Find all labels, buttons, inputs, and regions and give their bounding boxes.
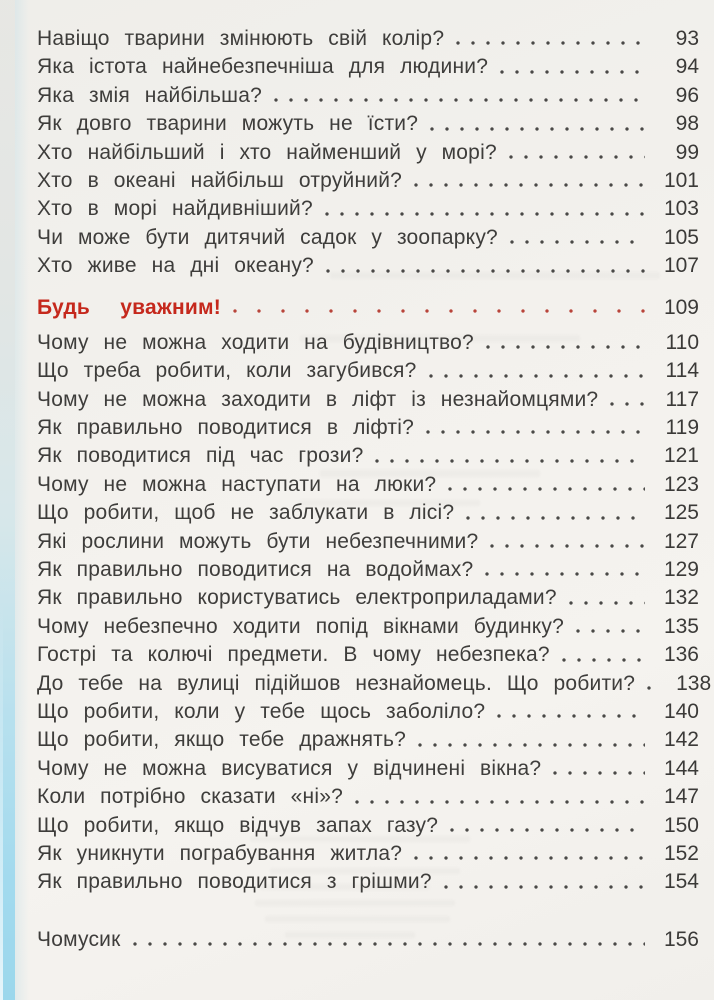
toc-entry-page-number: 135 xyxy=(663,614,699,638)
dot-leader xyxy=(576,629,645,633)
toc-entry-page-number: 156 xyxy=(663,927,699,951)
toc-entry-title: Як правильно поводитися в ліфті? xyxy=(37,416,415,440)
dot-leader xyxy=(562,658,645,662)
dot-leader xyxy=(647,686,657,690)
dot-leader xyxy=(569,601,645,605)
dot-leader xyxy=(429,374,645,378)
dot-leader xyxy=(375,459,645,463)
toc-entry xyxy=(37,840,699,868)
dot-leader xyxy=(510,240,645,244)
toc-entry-page-number: 117 xyxy=(665,387,699,411)
dot-leader xyxy=(553,771,645,775)
toc-entry-title: Як правильно користуватись електроприладами? xyxy=(37,586,557,610)
toc-entry xyxy=(37,139,699,167)
toc-entry-title: Що треба робити, коли загубився? xyxy=(37,359,417,383)
toc-entry-title: Хто найбільший і хто найменший у морі? xyxy=(37,140,497,164)
toc-entry xyxy=(37,110,699,138)
toc-entry-title: До тебе на вулиці підійшов незнайомець. Що робити? xyxy=(37,671,636,695)
toc-entry-title: Чи може бути дитячий садок у зоопарку? xyxy=(37,225,498,249)
dot-leader xyxy=(426,430,645,434)
toc-entry-page-number: 147 xyxy=(663,785,699,809)
toc-entry xyxy=(37,224,699,252)
toc-entry xyxy=(37,755,699,783)
dot-leader xyxy=(448,487,645,491)
toc-entry-title: Чому не можна висуватися у відчинені вікна? xyxy=(37,756,542,780)
toc-entry xyxy=(37,812,699,840)
toc-entry-page-number: 136 xyxy=(663,643,699,667)
toc-entry-page-number: 121 xyxy=(663,444,699,468)
dot-leader xyxy=(274,98,645,102)
toc-entry-title: Що робити, коли у тебе щось заболіло? xyxy=(37,699,486,723)
toc-entry xyxy=(37,926,699,954)
toc-entry-title: Що робити, якщо тебе дражнять? xyxy=(37,728,407,752)
toc-entry-page-number: 103 xyxy=(663,197,699,221)
dot-leader xyxy=(430,127,645,131)
dot-leader xyxy=(233,309,645,313)
dot-leader xyxy=(497,714,645,718)
toc-entry-page-number: 142 xyxy=(663,728,699,752)
toc-entry-page-number: 123 xyxy=(663,472,699,496)
toc-entry xyxy=(37,357,699,385)
toc-entry-page-number: 110 xyxy=(665,330,699,354)
dot-leader xyxy=(414,183,645,187)
dot-leader xyxy=(485,572,645,576)
toc-entry-title: Яка істота найнебезпечніша для людини? xyxy=(37,55,489,79)
toc-section-heading xyxy=(37,294,699,322)
dot-leader xyxy=(610,402,645,406)
dot-leader xyxy=(490,544,645,548)
toc-entry xyxy=(37,167,699,195)
dot-leader xyxy=(133,942,645,946)
toc-entry xyxy=(37,670,712,698)
dot-leader xyxy=(456,41,645,45)
toc-entry-page-number: 96 xyxy=(675,83,699,107)
dot-leader xyxy=(500,70,645,74)
toc-entry xyxy=(37,329,699,357)
toc-section xyxy=(37,926,699,954)
dot-leader xyxy=(450,828,645,832)
toc-entry xyxy=(37,82,699,110)
toc-entry-page-number: 93 xyxy=(675,27,699,50)
toc-entry-title: Хто в морі найдивніший? xyxy=(37,197,313,221)
toc-section xyxy=(37,25,699,281)
toc-entry-page-number: 107 xyxy=(663,254,699,278)
toc-entry-title: Як довго тварини можуть не їсти? xyxy=(37,112,419,136)
toc-heading-page-number: 109 xyxy=(663,295,699,319)
toc-entry-page-number: 140 xyxy=(663,699,699,723)
toc-entry-title: Як правильно поводитися на водоймах? xyxy=(37,558,474,582)
toc-entry xyxy=(37,195,699,223)
toc-entry-title: Чому не можна наступати на люки? xyxy=(37,472,437,496)
toc-entry xyxy=(37,641,699,669)
toc-entry-page-number: 99 xyxy=(675,140,699,164)
toc-entry xyxy=(37,386,699,414)
toc-entry xyxy=(37,252,699,280)
dot-leader xyxy=(414,856,645,860)
toc-entry-title: Навіщо тварини змінюють свій колір? xyxy=(37,27,445,50)
toc-entry-title: Чому небезпечно ходити попід вікнами будинку? xyxy=(37,614,564,638)
dot-leader xyxy=(355,800,645,804)
toc-entry-title: Що робити, якщо відчув запах газу? xyxy=(37,813,439,837)
toc-entry-title: Гострі та колючі предмети. В чому небезпека? xyxy=(37,643,550,667)
toc-entry-page-number: 132 xyxy=(663,586,699,610)
toc-entry-page-number: 98 xyxy=(675,112,699,136)
toc-entry xyxy=(37,726,699,754)
toc-entry-page-number: 127 xyxy=(663,529,699,553)
toc-entry xyxy=(37,783,699,811)
toc-entry xyxy=(37,613,699,641)
toc-entry-title: Чомусик xyxy=(37,927,121,951)
dot-leader xyxy=(466,516,645,520)
toc-entry xyxy=(37,556,699,584)
toc-entry xyxy=(37,698,699,726)
toc-entry-page-number: 144 xyxy=(663,756,699,780)
toc-entry-title: Чому не можна заходити в ліфт із незнайомцями? xyxy=(37,387,599,411)
dot-leader xyxy=(326,269,645,273)
dot-leader xyxy=(486,345,645,349)
toc-entry-page-number: 119 xyxy=(665,416,699,440)
toc-entry-title: Як правильно поводитися з грішми? xyxy=(37,870,432,894)
toc-entry xyxy=(37,442,699,470)
toc-entry-page-number: 129 xyxy=(663,558,699,582)
toc-entry-title: Хто в океані найбільш отруйний? xyxy=(37,168,403,192)
toc-entry xyxy=(37,584,699,612)
toc-entry xyxy=(37,868,699,896)
dot-leader xyxy=(418,743,645,747)
toc-heading-title: Будь уважним! xyxy=(37,295,221,319)
toc-entry xyxy=(37,414,699,442)
toc-entry-title: Хто живе на дні океану? xyxy=(37,254,314,278)
toc-entry-page-number: 138 xyxy=(676,671,712,695)
toc-entry-title: Що робити, щоб не заблукати в лісі? xyxy=(37,501,455,525)
toc-entry-title: Чому не можна ходити на будівництво? xyxy=(37,330,474,354)
toc-entry-title: Як поводитися під час грози? xyxy=(37,444,364,468)
toc-entry xyxy=(37,471,699,499)
table-of-contents xyxy=(37,25,712,954)
toc-entry-page-number: 152 xyxy=(663,841,699,865)
toc-entry xyxy=(37,528,699,556)
toc-entry-page-number: 154 xyxy=(663,870,699,894)
toc-entry-page-number: 150 xyxy=(663,813,699,837)
dot-leader xyxy=(444,885,645,889)
toc-entry-page-number: 114 xyxy=(665,359,699,383)
toc-entry-title: Яка змія найбільша? xyxy=(37,83,262,107)
toc-entry xyxy=(37,499,699,527)
dot-leader xyxy=(325,212,645,216)
toc-section xyxy=(37,294,712,897)
toc-entry-title: Коли потрібно сказати «ні»? xyxy=(37,785,344,809)
toc-entry-title: Як уникнути пограбування житла? xyxy=(37,841,403,865)
page-edge-strip xyxy=(0,0,15,1000)
dot-leader xyxy=(509,155,645,159)
toc-entry-page-number: 101 xyxy=(663,168,699,192)
toc-entry xyxy=(37,25,699,53)
toc-entry-title: Які рослини можуть бути небезпечними? xyxy=(37,529,479,553)
toc-entry xyxy=(37,53,699,81)
toc-entry-page-number: 94 xyxy=(675,55,699,79)
toc-entry-page-number: 105 xyxy=(663,225,699,249)
toc-entry-page-number: 125 xyxy=(663,501,699,525)
